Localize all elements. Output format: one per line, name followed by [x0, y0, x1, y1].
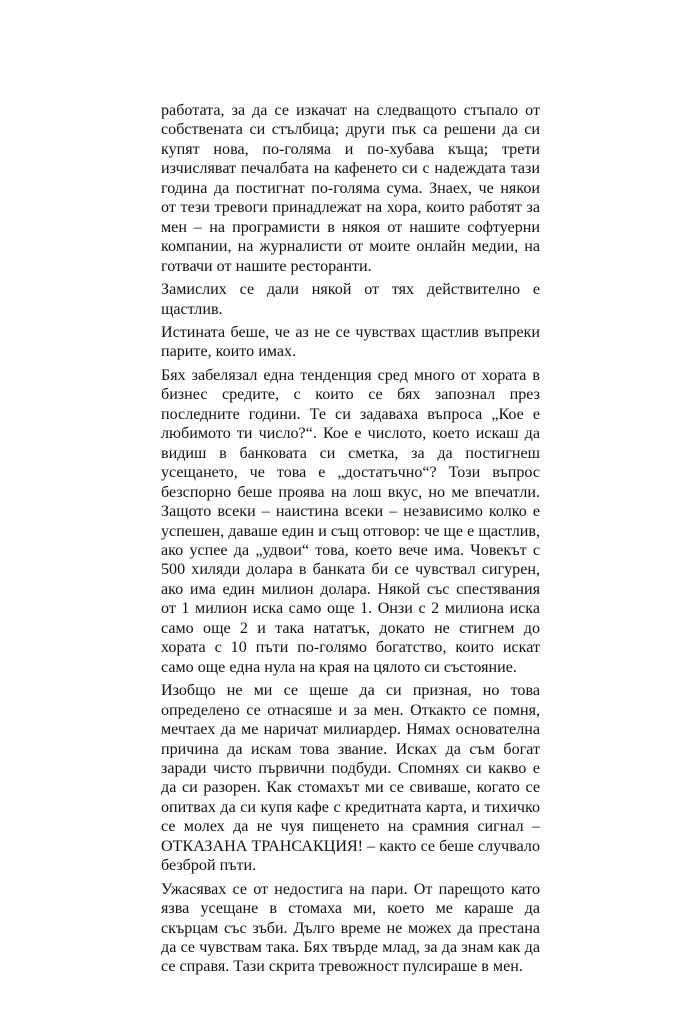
paragraph-6: Ужасявах се от недостига на пари. От парещото като язва усещане в стомаха ми, което ме караше да скърцам със зъби. Дълго време не можех да престана да се чувствам така. Бях твърде млад, за да знам как да се справя. Тази скрита тревожност пулсираше в мен. [161, 880, 540, 976]
page-body-text [161, 101, 540, 981]
paragraph-5: Изобщо не ми се щеше да си призная, но това определено се отнасяше и за мен. Откакто се помня, мечтаех да ме наричат милиардер. Нямах основателна причина да искам това звание. Исках да съм богат заради чисто първични подбуди. Спомнях си какво е да си разорен. Как стомахът ми се свиваше, когато се опитвах да си купя кафе с кредитната карта, и тихичко се молех да не чуя пищенето на срамния сигнал – ОТКАЗАНА ТРАНСАКЦИЯ! – както се беше случвало безброй пъти. [161, 682, 540, 875]
paragraph-1: работата, за да се изкачат на следващото стъпало от собствената си стълбица; други пък са решени да си купят нова, по-голяма и по-хубава къща; трети изчисляват печалбата на кафенето си с надеждата тази година да постигнат по-голяма сума. Знаех, че някои от тези тревоги принадлежат на хора, които работят за мен – на програмисти в някоя от нашите софтуерни компании, на журналисти от моите онлайн медии, на готвачи от нашите ресторанти. [161, 102, 540, 275]
paragraph-4: Бях забелязал една тенденция сред много от хората в бизнес средите, с които се бях запознал през последните години. Те си задаваха въпроса „Кое е любимото ти число?“. Кое е числото, което искаш да видиш в банковата си сметка, за да постигнеш усещането, че това е „достатъчно“? Този въпрос безспорно беше проява на лош вкус, но ме впечатли. Защото всеки – наистина всеки – независимо колко е успешен, даваше един и същ отговор: че ще е щастлив, ако успее да „удвои“ това, което вече има. Човекът с 500 хиляди долара в банката би се чувствал сигурен, ако има един милион долара. Някой със спестявания от 1 милион иска само още 1. Онзи с 2 милиона иска само още 2 и така нататък, докато не стигнем до хората с 10 пъти по-голямо богатство, които искат само още една нула на края на цялото си състояние. [161, 366, 540, 676]
paragraph-2: Замислих се дали някой от тях действително е щастлив. [161, 281, 540, 318]
paragraph-3: Истината беше, че аз не се чувствах щастлив въпреки парите, които имах. [161, 323, 540, 361]
